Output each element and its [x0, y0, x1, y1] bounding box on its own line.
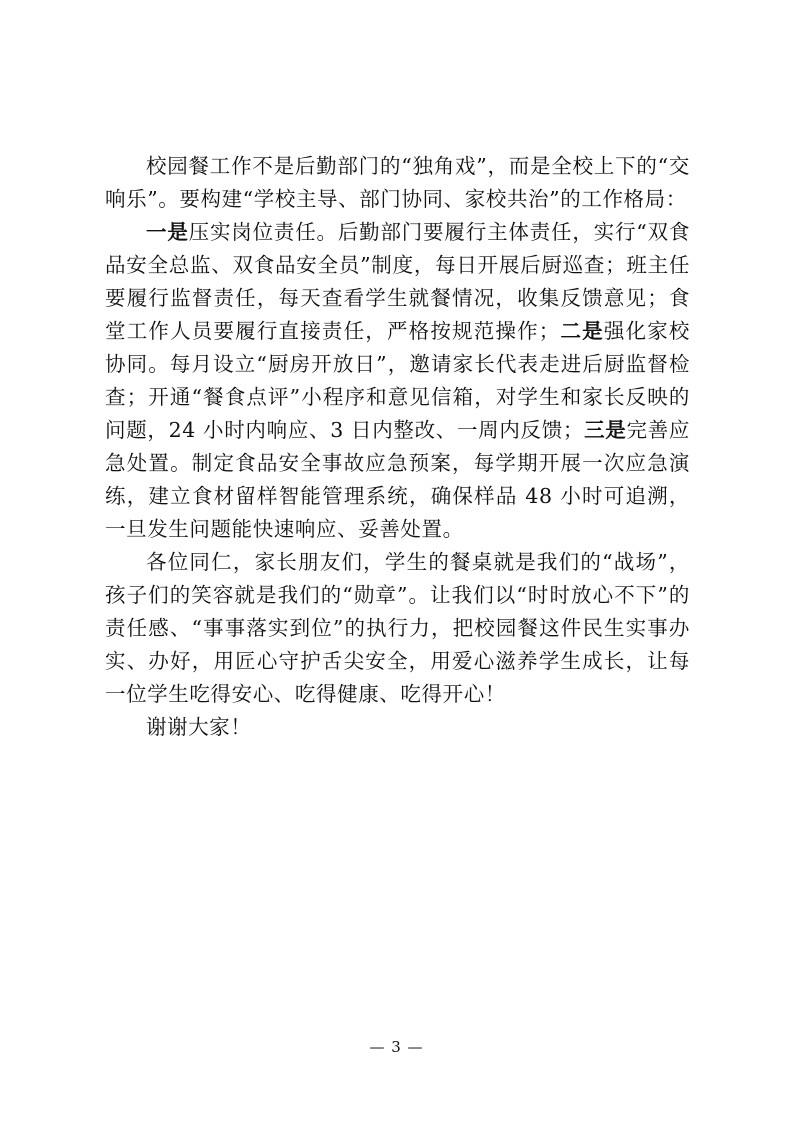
- measure-3-lead: 三是: [584, 418, 627, 442]
- page-number: — 3 —: [369, 1038, 424, 1056]
- paragraph-closing: 各位同仁，家长朋友们，学生的餐桌就是我们的“战场”，孩子们的笑容就是我们的“勋章”。让我们以“时时放心不下”的责任感、“事事落实到位”的执行力，把校园餐这件民生实事办实、办好，用匠心守护舌尖安全，用爱心滋养学生成长，让每一位学生吃得安心、吃得健康、吃得开心！: [105, 550, 690, 706]
- paragraph-thanks: 谢谢大家！: [146, 715, 252, 739]
- paragraph-measures: [105, 216, 690, 546]
- document-body: [105, 150, 690, 744]
- paragraph-intro: 校园餐工作不是后勤部门的“独角戏”，而是全校上下的“交响乐”。要构建“学校主导、部门协同、家校共治”的工作格局：: [105, 154, 690, 211]
- measure-1-lead: 一是: [146, 220, 189, 244]
- measure-1-text: 压实岗位责任。后勤部门要履行主体责任，实行“双食品安全总监、双食品安全员”制度，每日开展后厨巡查；班主任要履行监督责任，每天查看学生就餐情况，收集反馈意见；食堂工作人员要履行直接责任，严格按规范操作；: [105, 220, 690, 343]
- measure-3-text: 完善应急处置。制定食品安全事故应急预案，每学期开展一次应急演练，建立食材留样智能管理系统，确保样品 48 小时可追溯，一旦发生问题能快速响应、妥善处置。: [105, 418, 690, 541]
- measure-2-text: 强化家校协同。每月设立“厨房开放日”，邀请家长代表走进后厨监督检查；开通“餐食点评”小程序和意见信箱，对学生和家长反映的问题，24 小时内响应、3 日内整改、一周内反馈；: [105, 319, 690, 442]
- measure-2-lead: 二是: [559, 319, 604, 343]
